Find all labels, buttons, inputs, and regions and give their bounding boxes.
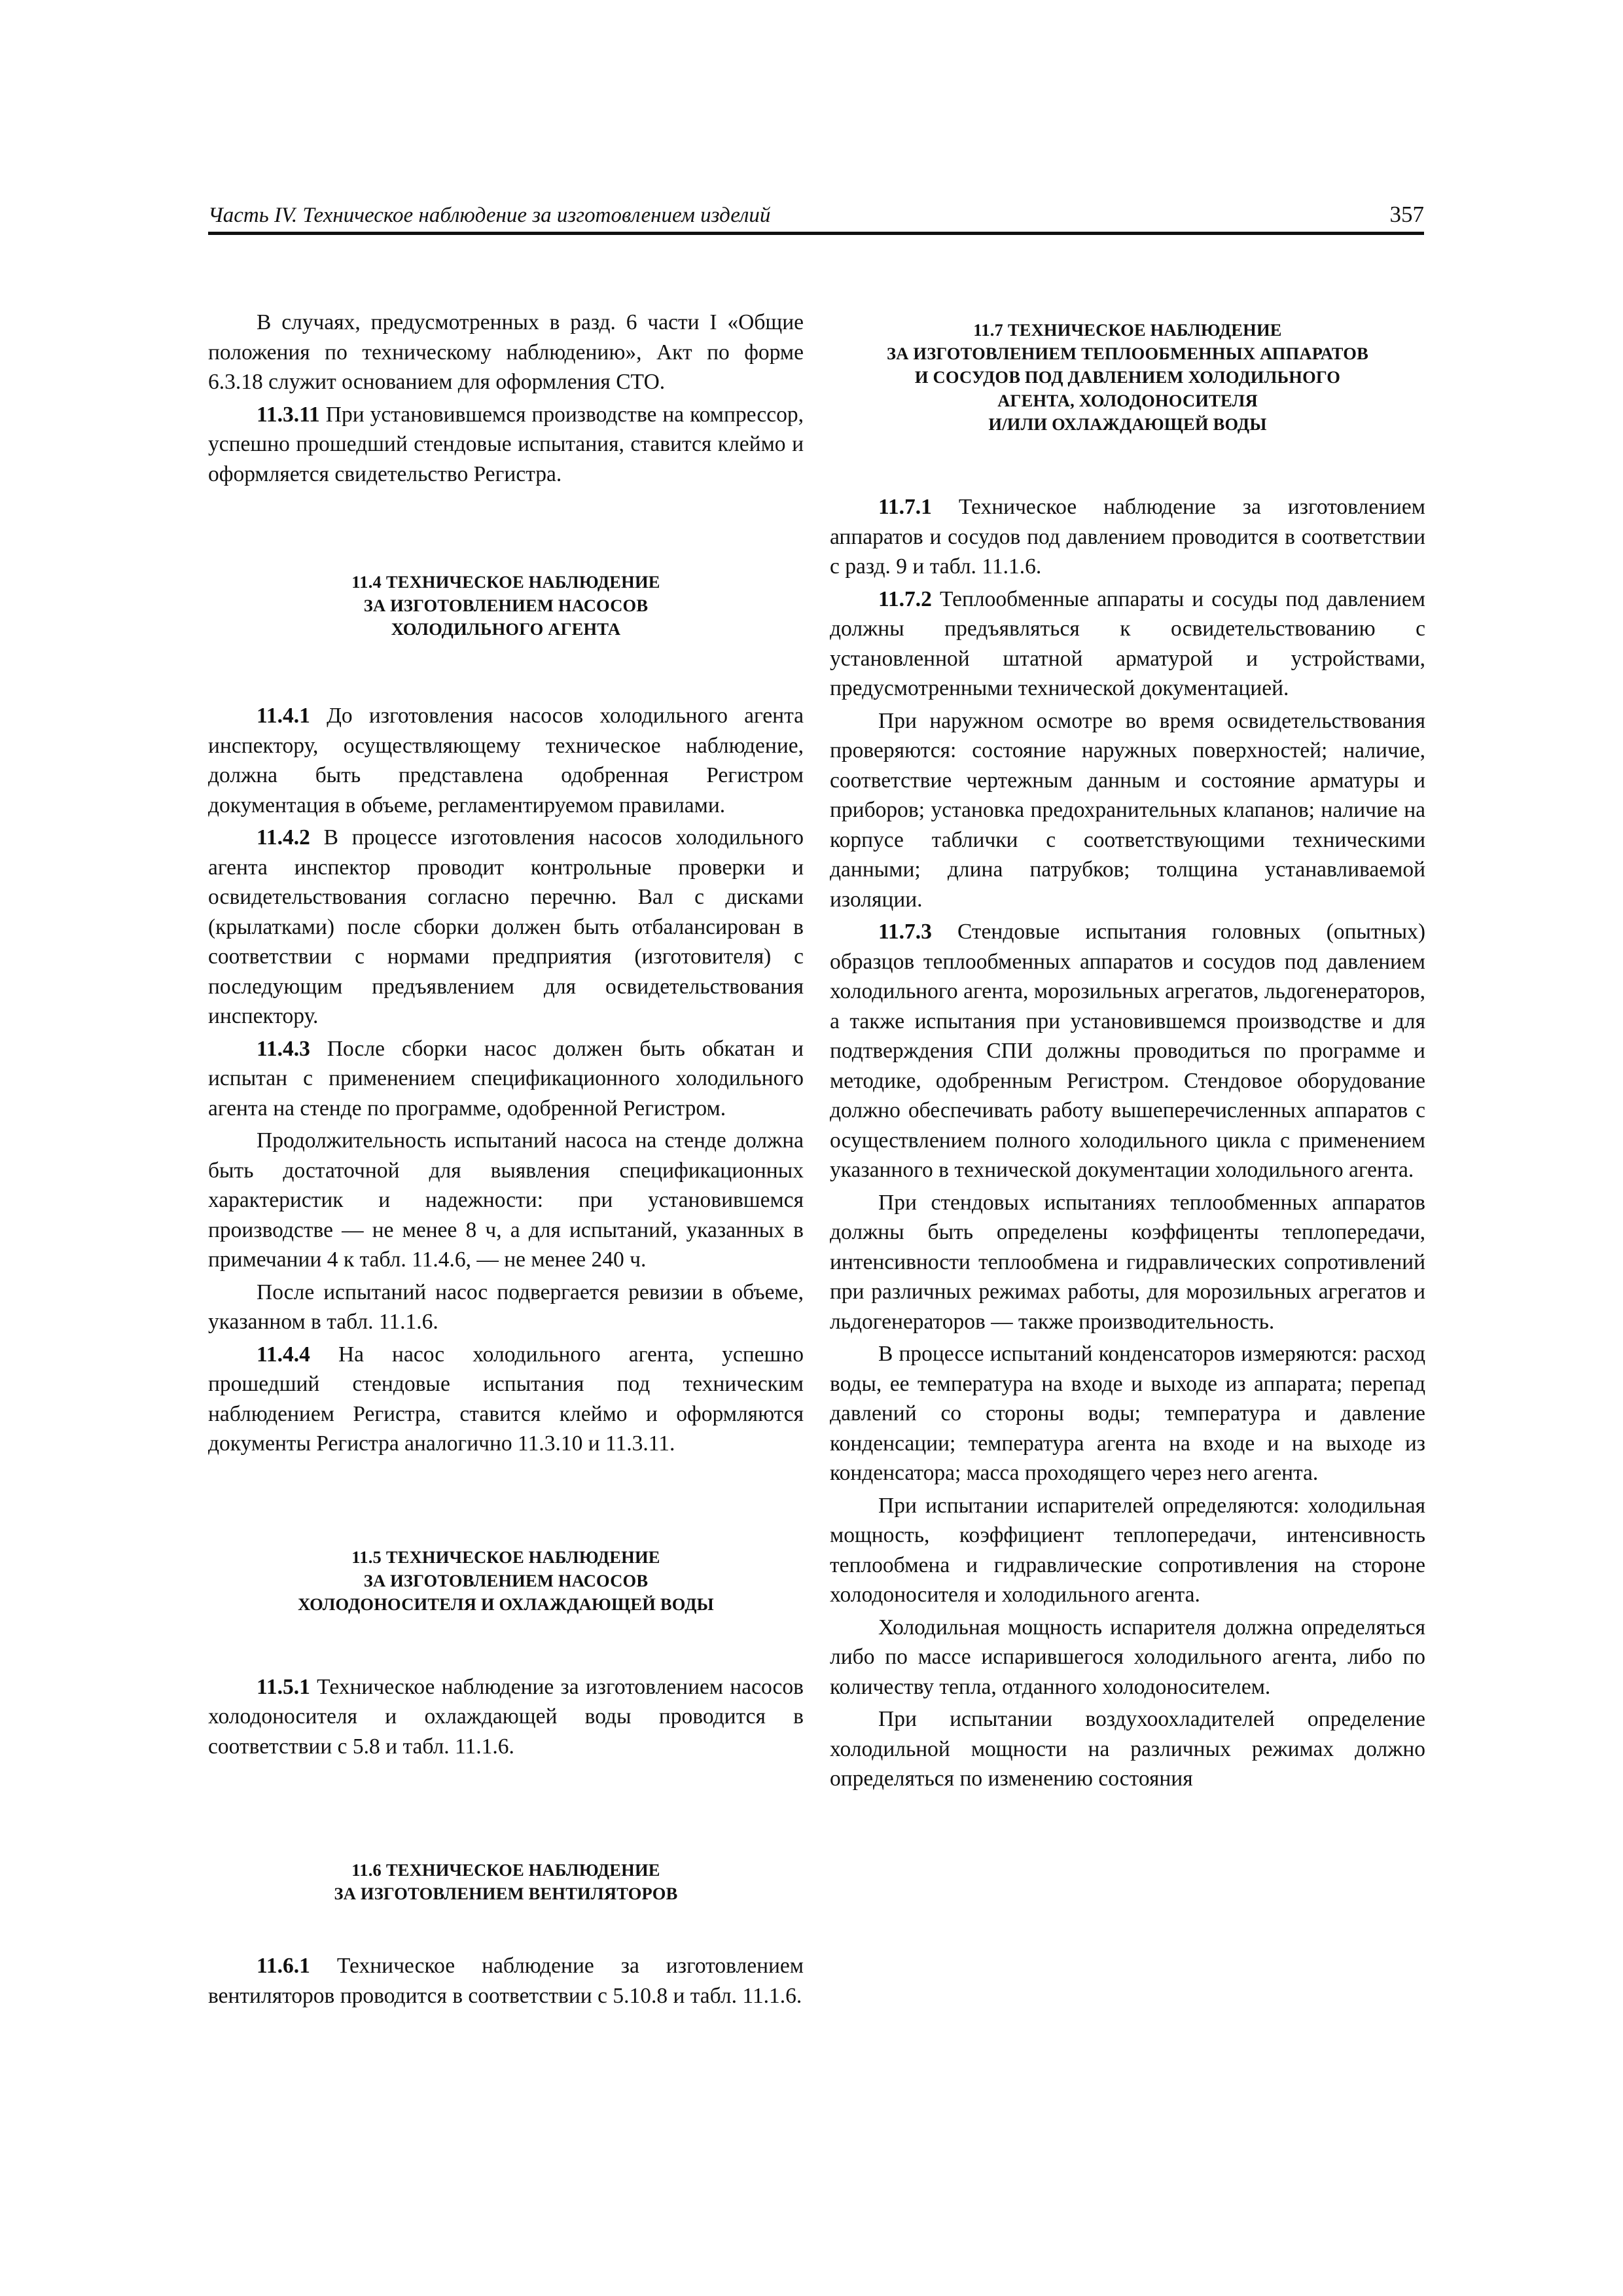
paragraph-11-7-3 <box>830 917 1425 1185</box>
clause-number: 11.7.3 <box>878 920 932 944</box>
heading-line: 11.5 ТЕХНИЧЕСКОЕ НАБЛЮДЕНИЕ <box>351 1547 660 1567</box>
clause-number: 11.6.1 <box>257 1954 310 1978</box>
clause-text: Техническое наблюдение за изготовлением аппаратов и сосудов под давлением проводится в соответствии с разд. 9 и табл. 11.1.6. <box>830 495 1425 579</box>
clause-number: 11.4.3 <box>257 1036 310 1061</box>
clause-text: Техническое наблюдение за изготовлением насосов холодоносителя и охлаждающей воды проводится в соответствии с 5.8 и табл. 11.1.6. <box>208 1674 804 1759</box>
heading-line: ЗА ИЗГОТОВЛЕНИЕМ ТЕПЛООБМЕННЫХ АППАРАТОВ <box>887 344 1368 363</box>
heading-line: И СОСУДОВ ПОД ДАВЛЕНИЕМ ХОЛОДИЛЬНОГО <box>914 367 1341 387</box>
paragraph-cooling-capacity: Холодильная мощность испарителя должна определяться либо по массе испарившегося холодильного агента, либо по количеству тепла, отданного холодоносителем. <box>830 1615 1425 1699</box>
section-heading-11-7 <box>830 318 1425 436</box>
heading-line: 11.4 ТЕХНИЧЕСКОЕ НАБЛЮДЕНИЕ <box>351 572 660 592</box>
paragraph-bench-tests: При стендовых испытаниях теплообменных аппаратов должны быть определены коэффиценты теплопередачи, интенсивности теплообмена и гидравлических сопротивлений при различных режимах работы, для морозильных агрегатов и льдогенераторов — также производительность. <box>830 1190 1425 1334</box>
paragraph-duration: Продолжительность испытаний насоса на стенде должна быть достаточной для выявления спецификационных характеристик и надежности: при установившемся производстве — не менее 8 ч, а для испытаний, указанных в примечании 4 к табл. 11.4.6, — не менее 240 ч. <box>208 1128 804 1272</box>
clause-number: 11.7.2 <box>878 586 932 611</box>
paragraph-11-4-2 <box>208 823 804 1031</box>
paragraph-11-6-1 <box>208 1951 804 2011</box>
clause-text: До изготовления насосов холодильного агента инспектору, осуществляющему техническое наблюдение, должна быть представлена одобренная Регистром документация в объеме, регламентируемом правилами. <box>208 704 804 817</box>
clause-number: 11.4.2 <box>257 825 310 850</box>
heading-line: 11.7 ТЕХНИЧЕСКОЕ НАБЛЮДЕНИЕ <box>973 320 1282 340</box>
clause-number: 11.4.1 <box>257 704 310 728</box>
paragraph-11-4-3 <box>208 1034 804 1124</box>
heading-line: ХОЛОДИЛЬНОГО АГЕНТА <box>391 619 621 639</box>
page-number: 357 <box>1389 202 1424 227</box>
heading-line: ЗА ИЗГОТОВЛЕНИЕМ НАСОСОВ <box>363 596 649 615</box>
heading-line: АГЕНТА, ХОЛОДОНОСИТЕЛЯ <box>997 391 1258 410</box>
clause-text: В процессе изготовления насосов холодильного агента инспектор проводит контрольные проверки и освидетельствования согласно перечню. Вал с дисками (крылатками) после сборки должен быть отбалансирован в соответствии с нормами предприятия (изготовителя) с последующим предъявлением для освидетельствования инспектору. <box>208 825 804 1028</box>
left-column <box>208 308 804 2011</box>
paragraph-condensers: В процессе испытаний конденсаторов измеряются: расход воды, ее температура на входе и выходе из аппарата; перепад давлений со стороны воды; температура и давление конденсации; температура агента на входе и на выходе из конденсатора; масса проходящего через него агента. <box>830 1342 1425 1485</box>
clause-number: 11.4.4 <box>257 1342 310 1367</box>
clause-text: После сборки насос должен быть обкатан и испытан с применением спецификационного холодильного агента на стенде по программе, одобренной Регистром. <box>208 1036 804 1121</box>
paragraph-11-4-4 <box>208 1340 804 1459</box>
paragraph-11-4-1 <box>208 701 804 820</box>
running-header-title: Часть IV. Техническое наблюдение за изготовлением изделий <box>208 204 771 227</box>
clause-text: Стендовые испытания головных (опытных) образцов теплообменных аппаратов и сосудов под давлением холодильного агента, морозильных агрегатов, льдогенераторов, а также испытания при установившемся производстве и для подтверждения СПИ должны проводиться по программе и методике, одобренным Регистром. Стендовое оборудование должно обеспечивать работу вышеперечисленных аппаратов с осуществлением полного холодильного цикла с применением указанного в технической документации холодильного агента. <box>830 920 1425 1182</box>
paragraph-external-inspection: При наружном осмотре во время освидетельствования проверяются: состояние наружных поверхностей; наличие, соответствие чертежным данным и состояние арматуры и приборов; установка предохранительных клапанов; наличие на корпусе таблички с соответствующими техническими данными; длина патрубков; толщина устанавливаемой изоляции. <box>830 708 1425 912</box>
heading-line: ЗА ИЗГОТОВЛЕНИЕМ НАСОСОВ <box>363 1570 649 1590</box>
right-column <box>830 308 1425 1794</box>
clause-text: На насос холодильного агента, успешно прошедший стендовые испытания под техническим наблюдением Регистра, ставится клеймо и оформляются документы Регистра аналогично 11.3.10 и 11.3.11. <box>208 1342 804 1456</box>
clause-text: При установившемся производстве на компрессор, успешно прошедший стендовые испытания, ставится клеймо и оформляется свидетельство Регистра. <box>208 402 804 486</box>
clause-text: Техническое наблюдение за изготовлением вентиляторов проводится в соответствии с 5.10.8 и табл. 11.1.6. <box>208 1954 804 2008</box>
clause-number: 11.7.1 <box>878 495 932 519</box>
paragraph-revision: После испытаний насос подвергается ревизии в объеме, указанном в табл. 11.1.6. <box>208 1280 804 1334</box>
heading-line: ЗА ИЗГОТОВЛЕНИЕМ ВЕНТИЛЯТОРОВ <box>334 1884 678 1903</box>
heading-line: И/ИЛИ ОХЛАЖДАЮЩЕЙ ВОДЫ <box>988 414 1267 434</box>
paragraph-evaporators: При испытании испарителей определяются: холодильная мощность, коэффициент теплопередачи, интенсивность теплообмена и гидравлические сопротивления на стороне холодоносителя и холодильного агента. <box>830 1493 1425 1607</box>
running-header <box>208 198 1424 235</box>
paragraph-11-5-1 <box>208 1672 804 1762</box>
paragraph-intro: В случаях, предусмотренных в разд. 6 части I «Общие положения по техническому наблюдению», Акт по форме 6.3.18 служит основанием для оформления СТО. <box>208 310 804 394</box>
section-heading-11-5 <box>208 1545 804 1616</box>
paragraph-11-7-2 <box>830 584 1425 704</box>
clause-number: 11.3.11 <box>257 402 320 427</box>
heading-line: ХОЛОДОНОСИТЕЛЯ И ОХЛАЖДАЮЩЕЙ ВОДЫ <box>298 1594 714 1614</box>
heading-line: 11.6 ТЕХНИЧЕСКОЕ НАБЛЮДЕНИЕ <box>351 1860 660 1880</box>
paragraph-11-3-11 <box>208 400 804 490</box>
section-heading-11-6 <box>208 1858 804 1905</box>
clause-number: 11.5.1 <box>257 1674 310 1699</box>
clause-text: Теплообменные аппараты и сосуды под давлением должны предъявляться к освидетельствованию с установленной штатной арматурой и устройствами, предусмотренными технической документацией. <box>830 586 1425 700</box>
section-heading-11-4 <box>208 570 804 641</box>
paragraph-air-coolers: При испытании воздухоохладителей определение холодильной мощности на различных режимах должно определяться по изменению состояния <box>830 1707 1425 1791</box>
paragraph-11-7-1 <box>830 492 1425 582</box>
